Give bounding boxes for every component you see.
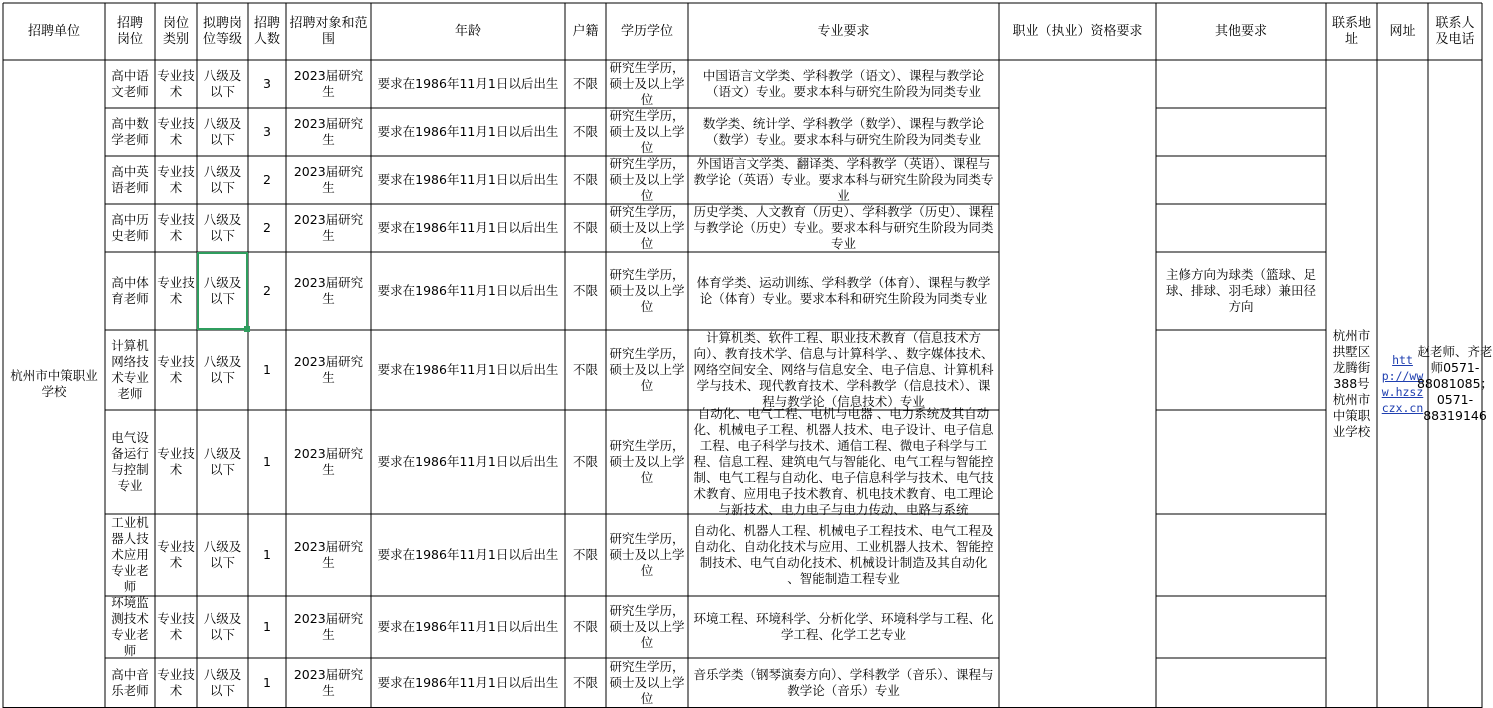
cell-education[interactable]: 研究生学历，硕士及以上学位 [609,531,685,578]
cell-major[interactable]: 中国语言文学类、学科教学（语文）、课程与教学论（语文）专业。要求本科与研究生阶段为同类专业 [702,68,985,99]
cell-education[interactable]: 研究生学历，硕士及以上学位 [609,156,685,203]
cell-position[interactable]: 计算机网络技术专业老师 [111,338,149,401]
header-major[interactable]: 专业要求 [817,23,870,39]
cell-count[interactable]: 2 [263,172,271,187]
address-cell[interactable]: 杭州市拱墅区龙腾街388号杭州市中策职业学校 [1332,328,1371,439]
cell-position[interactable]: 高中音乐老师 [111,667,149,698]
header-grade[interactable]: 拟聘岗 位等级 [202,15,242,47]
cell-target[interactable]: 2023届研究生 [293,116,364,147]
cell-hukou[interactable]: 不限 [572,675,598,690]
cell-category[interactable]: 专业技术 [157,354,195,385]
cell-major[interactable]: 外国语言文学类、翻译类、学科教学（英语）、课程与教学论（英语）专业。要求本科与研究生阶段为同类专业 [693,156,994,203]
cell-education[interactable]: 研究生学历，硕士及以上学位 [609,267,685,314]
cell-grade[interactable]: 八级及以下 [203,667,242,698]
cell-category[interactable]: 专业技术 [157,539,195,570]
cell-hukou[interactable]: 不限 [572,124,598,139]
cell-category[interactable]: 专业技术 [157,212,195,243]
cell-other[interactable] [1156,108,1326,156]
cell-count[interactable]: 3 [263,124,271,139]
cell-count[interactable]: 1 [263,547,271,562]
contact-cell[interactable]: 赵老师、齐老师0571-88081085；0571-88319146 [1416,344,1493,423]
cell-position[interactable]: 电气设备运行与控制专业 [111,430,149,493]
header-unit[interactable]: 招聘单位 [27,23,80,39]
cell-count[interactable]: 1 [263,619,271,634]
cell-age[interactable]: 要求在1986年11月1日以后出生 [377,454,559,469]
cell-position[interactable]: 高中体育老师 [111,275,149,306]
cell-age[interactable]: 要求在1986年11月1日以后出生 [377,124,559,139]
cell-education[interactable]: 研究生学历，硕士及以上学位 [609,60,685,107]
cell-age[interactable]: 要求在1986年11月1日以后出生 [377,283,559,298]
unit-cell[interactable]: 杭州市中策职业学校 [10,368,98,399]
header-target[interactable]: 招聘对象和范 围 [289,15,368,47]
cell-age[interactable]: 要求在1986年11月1日以后出生 [377,619,559,634]
cell-other[interactable] [1156,156,1326,204]
cell-major[interactable]: 音乐学类（钢琴演奏方向）、学科教学（音乐）、课程与教学论（音乐）专业 [693,667,994,698]
cell-education[interactable]: 研究生学历，硕士及以上学位 [609,204,685,251]
cell-major[interactable]: 环境工程、环境科学、分析化学、环境科学与工程、化学工程、化学工艺专业 [693,611,994,642]
cell-category[interactable]: 专业技术 [157,275,195,306]
header-position[interactable]: 招聘 岗位 [116,15,143,47]
cell-hukou[interactable]: 不限 [572,220,598,235]
cell-major[interactable]: 计算机类、软件工程、职业技术教育（信息技术方向）、教育技术学、信息与计算科学、、数字媒体技术、网络空间安全、网络与信息安全、电子信息、计算机科学与技术、现代教育技术、学科教学（信息技术）、课程与教学论（信息技术）专业 [693,330,994,409]
cell-target[interactable]: 2023届研究生 [293,354,364,385]
fill-handle[interactable] [244,326,250,332]
cell-education[interactable]: 研究生学历，硕士及以上学位 [609,108,685,155]
cell-position[interactable]: 高中历史老师 [111,212,149,243]
cell-major[interactable]: 自动化、机器人工程、机械电子工程技术、电气工程及自动化、自动化技术与应用、工业机器人技术、智能控制技术、电气自动化技术、机械设计制造及其自动化 、智能制造工程专业 [693,523,994,586]
header-qualification[interactable]: 职业（执业）资格要求 [1012,23,1143,39]
cell-grade[interactable]: 八级及以下 [203,539,242,570]
cell-education[interactable]: 研究生学历，硕士及以上学位 [609,346,685,393]
cell-age[interactable]: 要求在1986年11月1日以后出生 [377,76,559,91]
cell-count[interactable]: 2 [263,283,271,298]
website-link[interactable]: http://www.hzszczx.cn [1381,353,1424,415]
cell-grade[interactable]: 八级及以下 [203,611,242,642]
cell-age[interactable]: 要求在1986年11月1日以后出生 [377,547,559,562]
cell-category[interactable]: 专业技术 [157,667,195,698]
cell-major[interactable]: 体育学类、运动训练、学科教学（体育）、课程与教学论（体育）专业。要求本科和研究生阶段为同类专业 [696,275,991,306]
cell-position[interactable]: 高中语文老师 [111,68,149,99]
cell-grade[interactable]: 八级及以下 [203,275,242,306]
cell-education[interactable]: 研究生学历，硕士及以上学位 [609,603,685,650]
header-hukou[interactable]: 户籍 [572,23,599,39]
cell-other[interactable]: 主修方向为球类（篮球、足球、排球、羽毛球）兼田径方向 [1165,267,1316,314]
cell-grade[interactable]: 八级及以下 [203,68,242,99]
header-age[interactable]: 年龄 [454,23,481,39]
cell-count[interactable]: 3 [263,76,271,91]
cell-education[interactable]: 研究生学历，硕士及以上学位 [609,659,685,706]
cell-hukou[interactable]: 不限 [572,76,598,91]
cell-target[interactable]: 2023届研究生 [293,667,364,698]
cell-target[interactable]: 2023届研究生 [293,446,364,477]
cell-position[interactable]: 工业机器人技术应用专业老师 [111,515,149,594]
cell-major[interactable]: 历史学类、人文教育（历史）、学科教学（历史）、课程与教学论（历史）专业。要求本科与研究生阶段为同类专业 [693,204,994,251]
header-contact[interactable]: 联系人 及电话 [1435,15,1475,47]
cell-grade[interactable]: 八级及以下 [203,212,242,243]
cell-category[interactable]: 专业技术 [157,446,195,477]
cell-other[interactable] [1156,204,1326,252]
cell-target[interactable]: 2023届研究生 [293,68,364,99]
cell-count[interactable]: 1 [263,362,271,377]
cell-grade[interactable]: 八级及以下 [203,446,242,477]
header-count[interactable]: 招聘 人数 [253,15,280,47]
header-category[interactable]: 岗位 类别 [162,15,189,47]
cell-age[interactable]: 要求在1986年11月1日以后出生 [377,220,559,235]
cell-major[interactable]: 数学类、统计学、学科教学（数学）、课程与教学论（数学）专业。要求本科与研究生阶段为同类专业 [702,116,985,147]
cell-category[interactable]: 专业技术 [157,164,195,195]
cell-grade[interactable]: 八级及以下 [203,164,242,195]
cell-target[interactable]: 2023届研究生 [293,275,364,306]
cell-position[interactable]: 环境监测技术专业老师 [111,595,149,658]
cell-hukou[interactable]: 不限 [572,454,598,469]
cell-target[interactable]: 2023届研究生 [293,539,364,570]
cell-position[interactable]: 高中数学老师 [111,116,149,147]
cell-category[interactable]: 专业技术 [157,611,195,642]
header-education[interactable]: 学历学位 [620,23,673,39]
cell-category[interactable]: 专业技术 [157,116,195,147]
cell-grade[interactable]: 八级及以下 [203,354,242,385]
cell-count[interactable]: 2 [263,220,271,235]
header-address[interactable]: 联系地 址 [1331,15,1371,47]
cell-hukou[interactable]: 不限 [572,362,598,377]
cell-hukou[interactable]: 不限 [572,283,598,298]
cell-age[interactable]: 要求在1986年11月1日以后出生 [377,675,559,690]
cell-hukou[interactable]: 不限 [572,619,598,634]
cell-category[interactable]: 专业技术 [157,68,195,99]
qualification-cell[interactable] [999,60,1156,708]
cell-count[interactable]: 1 [263,454,271,469]
cell-position[interactable]: 高中英语老师 [111,164,149,195]
cell-target[interactable]: 2023届研究生 [293,212,364,243]
cell-education[interactable]: 研究生学历，硕士及以上学位 [609,438,685,485]
cell-grade[interactable]: 八级及以下 [203,116,242,147]
cell-count[interactable]: 1 [263,675,271,690]
cell-hukou[interactable]: 不限 [572,547,598,562]
header-website[interactable]: 网址 [1389,23,1416,39]
cell-age[interactable]: 要求在1986年11月1日以后出生 [377,362,559,377]
cell-other[interactable] [1156,330,1326,410]
cell-other[interactable] [1156,514,1326,596]
cell-other[interactable] [1156,60,1326,108]
cell-other[interactable] [1156,658,1326,708]
cell-target[interactable]: 2023届研究生 [293,611,364,642]
cell-major[interactable]: 自动化、电气工程、电机与电器 、电力系统及其自动化、机械电子工程、机器人技术、电子设计、电子信息工程、电子科学与技术、通信工程、微电子科学与工程、信息工程、建筑电气与智能化、电气工程与智能控制、电气工程与自动化、电子信息科学与技术、电气技术教育、应用电子技术教育、机电技术教育、电工理论与新技术、电力电子与电力传动、电路与系统 [693,406,994,517]
cell-target[interactable]: 2023届研究生 [293,164,364,195]
cell-hukou[interactable]: 不限 [572,172,598,187]
header-other[interactable]: 其他要求 [1214,23,1267,39]
cell-other[interactable] [1156,410,1326,514]
cell-age[interactable]: 要求在1986年11月1日以后出生 [377,172,559,187]
cell-other[interactable] [1156,596,1326,658]
